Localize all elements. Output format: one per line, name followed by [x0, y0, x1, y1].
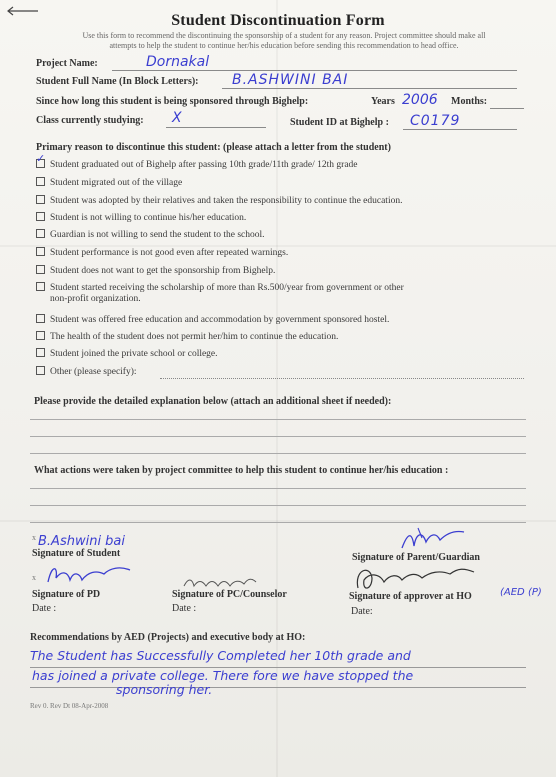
checkbox[interactable]: [36, 265, 45, 274]
recommendation-text[interactable]: [30, 646, 530, 700]
reason-label: Student was adopted by their relatives and taken the responsibility to continue the education.: [50, 196, 403, 206]
checkbox[interactable]: [36, 282, 45, 291]
recommendation-line-text: The Student has Successfully Completed her 10th grade and: [30, 648, 411, 663]
pd-signature-label: Signature of PD: [32, 589, 101, 600]
checkbox[interactable]: [36, 331, 45, 340]
actions-line[interactable]: [30, 488, 526, 489]
reason-label: Guardian is not willing to send the student to the school.: [50, 230, 265, 240]
pd-signature-mark: [44, 560, 134, 590]
student-name-label: Student Full Name (In Block Letters):: [36, 76, 199, 87]
form-intro: [34, 31, 534, 51]
explanation-label: Please provide the detailed explanation below (attach an additional sheet if needed):: [34, 396, 392, 407]
checkbox[interactable]: [36, 229, 45, 238]
reason-label: The health of the student does not permit her/him to continue the education.: [50, 332, 339, 342]
student-name-value[interactable]: B.ASHWINI BAI: [232, 72, 349, 88]
reason-label: Student started receiving the scholarship of more than Rs.500/year from government or other: [50, 283, 404, 293]
sponsored-duration-label: Since how long this student is being sponsored through Bighelp:: [36, 96, 309, 107]
reason-option[interactable]: [36, 229, 265, 241]
reason-label: Student is not willing to continue his/her education.: [50, 213, 247, 223]
project-name-line: [112, 70, 517, 71]
reason-label: Student joined the private school or college.: [50, 349, 218, 359]
student-id-label: Student ID at Bighelp :: [290, 117, 389, 128]
months-line: [490, 108, 524, 109]
recommendation-line-text: sponsoring her.: [116, 682, 213, 697]
x-mark: x: [32, 533, 36, 542]
class-label: Class currently studying:: [36, 115, 144, 126]
project-name-label: Project Name:: [36, 58, 98, 69]
checkbox[interactable]: [36, 212, 45, 221]
parent-signature-mark: [398, 524, 468, 554]
actions-label: What actions were taken by project committee to help this student to continue her/his education :: [34, 465, 449, 476]
counselor-date-label: Date :: [172, 603, 197, 614]
checkbox[interactable]: [36, 159, 45, 168]
project-name-value[interactable]: Dornakal: [146, 54, 210, 70]
form-title: Student Discontinuation Form: [171, 12, 385, 29]
reason-label: Student does not want to get the sponsorship from Bighelp.: [50, 266, 276, 276]
reason-option[interactable]: [36, 282, 404, 305]
months-label: Months:: [451, 96, 488, 107]
reason-option[interactable]: [36, 331, 338, 343]
reason-label: Student performance is not good even after repeated warnings.: [50, 248, 289, 258]
intro-line: Use this form to recommend the discontinuing the sponsorship of a student for any reason. Project committee should make all: [82, 31, 486, 40]
reason-option[interactable]: [36, 265, 275, 277]
checkbox[interactable]: [36, 195, 45, 204]
reason-option[interactable]: [36, 366, 137, 378]
reason-label: Student was offered free education and accommodation by government sponsored hostel.: [50, 315, 390, 325]
revision-note: Rev 0. Rev Dt 08-Apr-2008: [30, 702, 109, 710]
reason-label: Other (please specify):: [50, 367, 137, 377]
reason-option[interactable]: [36, 212, 246, 224]
years-value[interactable]: 2006: [402, 92, 438, 108]
reason-option[interactable]: [36, 177, 182, 189]
actions-line[interactable]: [30, 505, 526, 506]
student-signature-label: Signature of Student: [32, 548, 121, 559]
reason-option[interactable]: [36, 348, 218, 360]
explanation-line[interactable]: [30, 419, 526, 420]
reason-label: non-profit organization.: [50, 294, 141, 304]
student-signature: B.Ashwini bai: [38, 534, 126, 549]
reason-label: Student migrated out of the village: [50, 178, 183, 188]
checkbox[interactable]: [36, 177, 45, 186]
reason-option[interactable]: [36, 195, 402, 207]
approver-date-label: Date:: [351, 606, 373, 617]
reason-option[interactable]: [36, 314, 389, 326]
explanation-line[interactable]: [30, 436, 526, 437]
class-line: [166, 127, 266, 128]
checkbox[interactable]: [36, 366, 45, 375]
class-value[interactable]: X: [172, 110, 182, 126]
approver-extra: (AED (P): [500, 587, 542, 598]
checkbox[interactable]: [36, 314, 45, 323]
other-specify-line[interactable]: [160, 378, 524, 379]
recommendation-line-text: has joined a private college. There fore we have stopped the: [32, 668, 414, 683]
reason-option[interactable]: [36, 247, 288, 259]
approver-signature-label: Signature of approver at HO: [349, 591, 472, 602]
explanation-line[interactable]: [30, 453, 526, 454]
parent-signature-label: Signature of Parent/Guardian: [352, 552, 480, 563]
reason-label: Student graduated out of Bighelp after passing 10th grade/11th grade/ 12th grade: [50, 160, 358, 170]
intro-line: attempts to help the student to continue her/his education before sending this recommendation to head office.: [109, 41, 459, 50]
reason-option[interactable]: [36, 159, 358, 171]
checkbox[interactable]: [36, 348, 45, 357]
checkbox[interactable]: [36, 247, 45, 256]
years-label: Years: [371, 96, 395, 107]
x-mark: x: [32, 573, 36, 582]
recommendation-label: Recommendations by AED (Projects) and executive body at HO:: [30, 632, 306, 643]
student-id-value[interactable]: C0179: [410, 113, 461, 129]
reason-heading: Primary reason to discontinue this student: (please attach a letter from the student): [36, 142, 391, 153]
student-id-line: [403, 129, 517, 130]
actions-line[interactable]: [30, 522, 526, 523]
student-name-line: [222, 88, 517, 89]
pd-date-label: Date :: [32, 603, 57, 614]
counselor-signature-label: Signature of PC/Counselor: [172, 589, 287, 600]
